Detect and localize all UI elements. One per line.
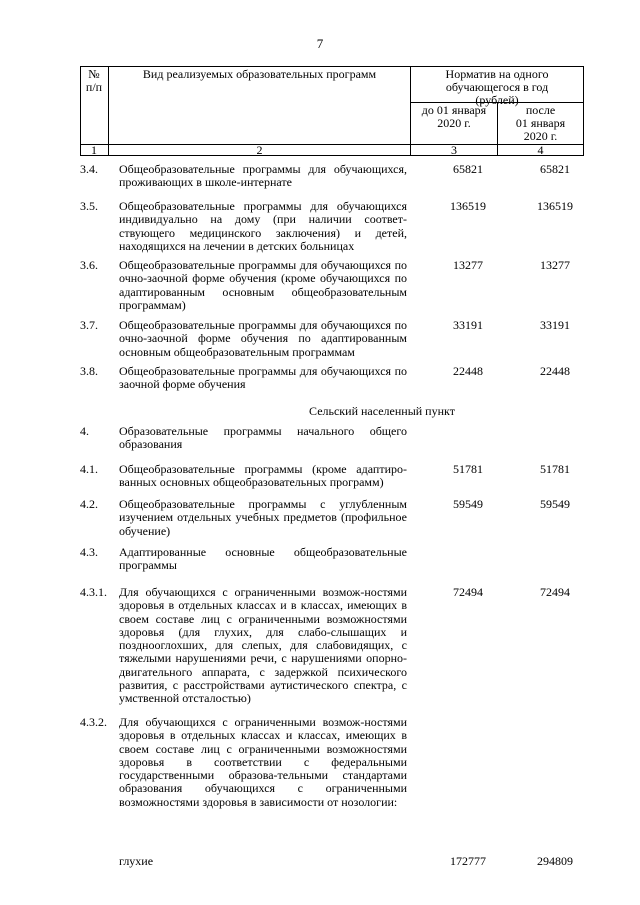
row-number: 4.1. bbox=[80, 462, 98, 476]
row-value-before: 51781 bbox=[453, 462, 483, 476]
row-number: 4.2. bbox=[80, 497, 98, 511]
row-description: Для обучающихся с ограниченными возмож-ностями здоровья в отдельных классах и классах, имеющих в своем составе лиц с ограниченными возможностями здоровья в соответствии с федеральными государственными образова-тельными стандартами образования обучающихся с ограниченными возможностями здоровья в зависимости от нозологии: bbox=[119, 715, 407, 809]
row-description: Для обучающихся с ограниченными возмож-ностями здоровья в отдельных классах и в классах, имеющих в своем составе лиц с ограниченными возможностями здоровья (для глухих, для слабо-слышащих и позднооглохших, для слепых, для слабовидящих, с тяжелыми нарушениями речи, с нарушениями опорно-двигательного аппарата, с задержкой психического развития, с расстройствами аутистического спектра, с умственной отсталостью) bbox=[119, 585, 407, 706]
row-value-after: 59549 bbox=[540, 497, 570, 511]
row-value-after: 33191 bbox=[540, 318, 570, 332]
row-value-after: 294809 bbox=[537, 854, 573, 868]
col-index-1: 1 bbox=[91, 143, 97, 157]
row-value-before: 13277 bbox=[453, 258, 483, 272]
row-value-after: 22448 bbox=[540, 364, 570, 378]
row-value-after: 51781 bbox=[540, 462, 570, 476]
row-number: 3.5. bbox=[80, 199, 98, 213]
row-description: Общеобразовательные программы для обучающихся по очно-заочной форме обучения по адаптированным основным общеобразовательным программам bbox=[119, 318, 407, 359]
row-value-after: 65821 bbox=[540, 162, 570, 176]
section-title: Сельский населенный пункт bbox=[309, 404, 455, 418]
row-description: Общеобразовательные программы (кроме адаптиро-ванных основных общеобразовательных программ) bbox=[119, 462, 407, 490]
row-value-after: 13277 bbox=[540, 258, 570, 272]
row-value-before: 72494 bbox=[453, 585, 483, 599]
col-index-3: 3 bbox=[451, 143, 457, 157]
row-value-before: 65821 bbox=[453, 162, 483, 176]
row-value-before: 136519 bbox=[450, 199, 486, 213]
row-description: Общеобразовательные программы для обучающихся по заочной форме обучения bbox=[119, 364, 407, 392]
row-description: Общеобразовательные программы для обучающихся индивидуально на дому (при наличии соответ-ствующего медицинского заключения) и детей, находящихся на лечении в детских больницах bbox=[119, 199, 407, 253]
row-value-before: 59549 bbox=[453, 497, 483, 511]
row-description: Общеобразовательные программы для обучающихся по очно-заочной форме обучения (кроме обучающихся по адаптированным основным общеобразовательным программам) bbox=[119, 258, 407, 312]
row-number: 3.7. bbox=[80, 318, 98, 332]
row-number: 4.3. bbox=[80, 545, 98, 559]
row-description: Общеобразовательные программы с углубленным изучением отдельных учебных предметов (профильное обучение) bbox=[119, 497, 407, 538]
row-value-before: 22448 bbox=[453, 364, 483, 378]
row-number: 4. bbox=[80, 424, 89, 438]
page-number: 7 bbox=[316, 36, 324, 51]
row-description: глухие bbox=[119, 854, 154, 868]
row-description: Адаптированные основные общеобразовательные программы bbox=[119, 545, 407, 573]
header-col-number: № п/п bbox=[85, 67, 103, 94]
header-col-before: до 01 января 2020 г. bbox=[421, 103, 487, 130]
row-number: 3.8. bbox=[80, 364, 98, 378]
row-number: 3.4. bbox=[80, 162, 98, 176]
row-value-after: 136519 bbox=[537, 199, 573, 213]
header-col-program: Вид реализуемых образовательных программ bbox=[142, 67, 377, 81]
row-description: Общеобразовательные программы для обучающихся, проживающих в школе-интернате bbox=[119, 162, 407, 190]
row-description: Образовательные программы начального общего образования bbox=[119, 424, 407, 452]
row-value-before: 172777 bbox=[450, 854, 486, 868]
row-value-before: 33191 bbox=[453, 318, 483, 332]
row-value-after: 72494 bbox=[540, 585, 570, 599]
row-number: 4.3.2. bbox=[80, 715, 107, 729]
row-number: 4.3.1. bbox=[80, 585, 107, 599]
row-number: 3.6. bbox=[80, 258, 98, 272]
table-header bbox=[80, 66, 584, 156]
header-col-standard: Норматив на одного обучающегося в год (рублей) bbox=[445, 67, 549, 107]
col-index-2: 2 bbox=[256, 143, 263, 157]
col-index-4: 4 bbox=[537, 143, 544, 157]
header-col-after: после 01 января 2020 г. bbox=[515, 103, 566, 143]
